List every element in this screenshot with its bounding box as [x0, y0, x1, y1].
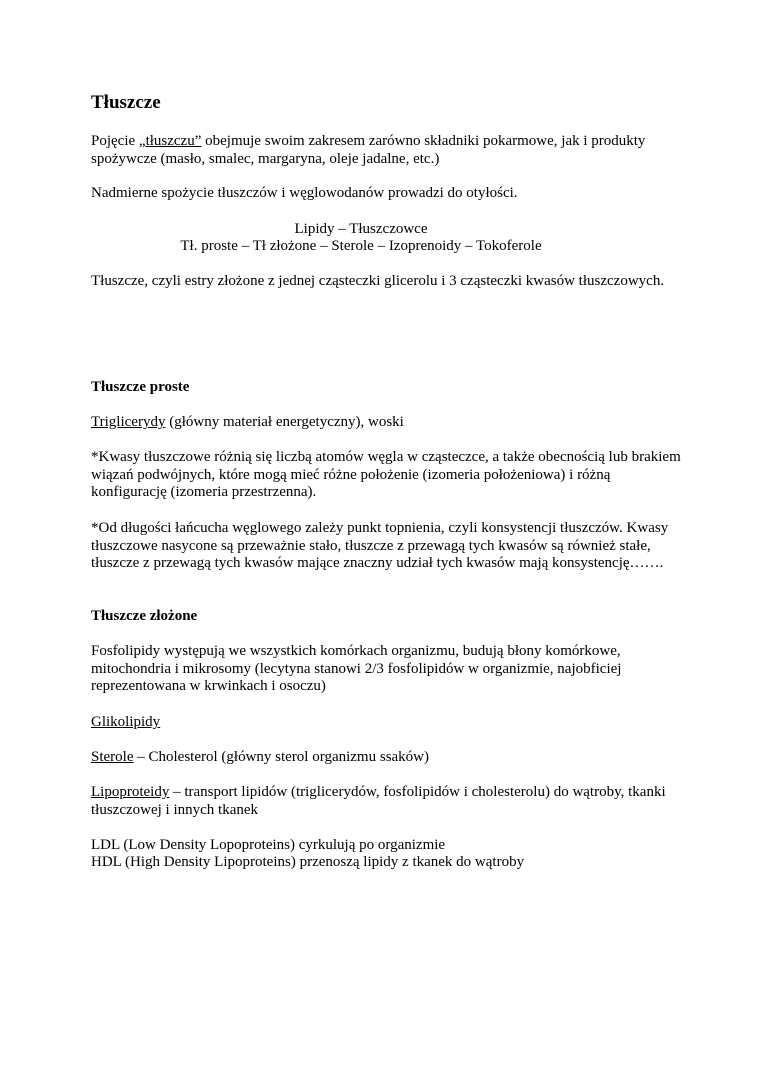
- intro-term: „tłuszczu”: [138, 133, 202, 149]
- lipoproteins-rest: – transport lipidów (triglicerydów, fosfolipidów i cholesterolu) do wątroby, tkanki tłuszczowej i innych tkanek: [91, 784, 666, 818]
- triglycerides-paragraph: [91, 414, 681, 432]
- classification-line-1: Lipidy – Tłuszczowce: [294, 221, 428, 237]
- section-heading-simple: Tłuszcze proste: [91, 379, 190, 395]
- lipoproteins-term: Lipoproteidy: [91, 784, 170, 800]
- sterols-paragraph: [91, 749, 681, 767]
- glycolipids-term: Glikolipidy: [91, 714, 161, 730]
- triglycerides-term: Triglicerydy: [91, 414, 166, 430]
- ldl-line: LDL (Low Density Lopoproteins) cyrkulują po organizmie: [91, 837, 446, 853]
- page-title: Tłuszcze: [91, 92, 161, 113]
- hdl-line: HDL (High Density Lipoproteins) przenoszą lipidy z tkanek do wątroby: [91, 854, 525, 870]
- sterols-rest: – Cholesterol (główny sterol organizmu ssaków): [133, 749, 430, 765]
- fatty-acids-note-2: *Od długości łańcucha węglowego zależy punkt topnienia, czyli konsystencji tłuszczów. Kwasy tłuszczowe nasycone są przeważnie stało, tłuszcze z przewagą tych kwasów są również stałe, tłuszcze z przewagą tych kwasów mające znaczny udział tych kwasów mają konsystencję…….: [91, 520, 669, 571]
- classification-line-2: Tł. proste – Tł złożone – Sterole – Izoprenoidy – Tokoferole: [180, 238, 542, 254]
- obesity-paragraph: Nadmierne spożycie tłuszczów i węglowodanów prowadzi do otyłości.: [91, 185, 518, 201]
- fatty-acids-note-1: *Kwasy tłuszczowe różnią się liczbą atomów węgla w cząsteczce, a także obecnością lub brakiem wiązań podwójnych, które mogą mieć różne położenie (izomeria położeniowa) i różną konfigurację (izomeria przestrzenna).: [91, 449, 681, 500]
- glycolipids-paragraph: [91, 714, 681, 732]
- lipoproteins-paragraph: [91, 784, 681, 819]
- phospholipids-paragraph: Fosfolipidy występują we wszystkich komórkach organizmu, budują błony komórkowe, mitochondria i mikrosomy (lecytyna stanowi 2/3 fosfolipidów w organizmie, najobficiej reprezentowana w krwinkach i osoczu): [91, 643, 622, 694]
- sterols-term: Sterole: [91, 749, 134, 765]
- definition-paragraph: Tłuszcze, czyli estry złożone z jednej cząsteczki glicerolu i 3 cząsteczki kwasów tłuszczowych.: [91, 273, 665, 289]
- intro-prefix: Pojęcie: [91, 133, 139, 149]
- intro-paragraph: [91, 133, 681, 168]
- section-heading-complex: Tłuszcze złożone: [91, 608, 198, 624]
- intro-rest: obejmuje swoim zakresem zarówno składniki pokarmowe, jak i produkty spożywcze (masło, smalec, margaryna, oleje jadalne, etc.): [91, 133, 646, 167]
- triglycerides-rest: (główny materiał energetyczny), woski: [165, 414, 404, 430]
